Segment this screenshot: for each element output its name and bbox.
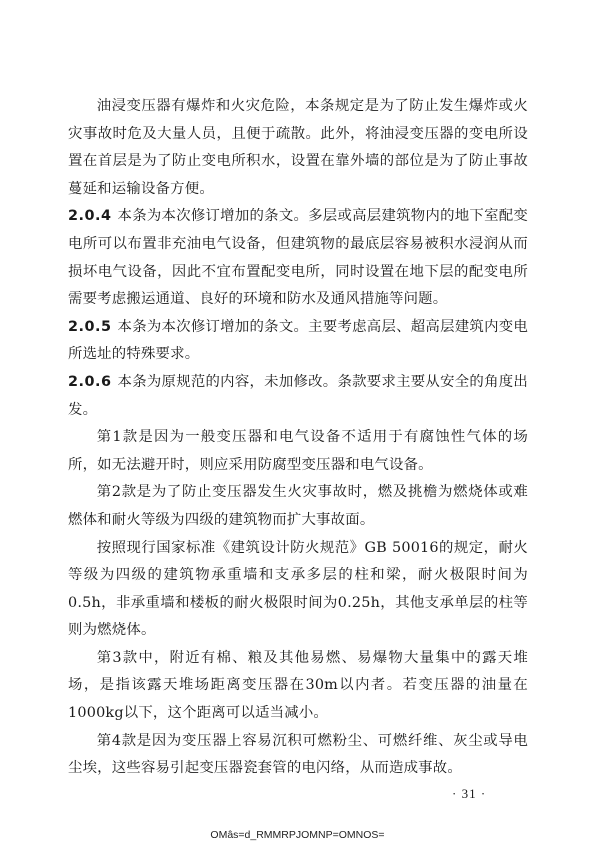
clause-number: 2.0.6 [68,373,112,390]
paragraph-text: 第2款是为了防止变压器发生火灾事故时，燃及挑檐为燃烧体或难燃体和耐火等级为四级的建筑物而扩大事故面。 [68,484,528,528]
paragraph [68,93,528,203]
paragraph [68,479,528,534]
paragraph-text: 第3款中，附近有棉、粮及其他易燃、易爆物大量集中的露天堆场，是指该露天堆场距离变压器在30m以内者。若变压器的油量在1000kg以下，这个距离可以适当减小。 [68,649,528,722]
paragraph-text: 第1款是因为一般变压器和电气设备不适用于有腐蚀性气体的场所，如无法避开时，则应采用防腐型变压器和电气设备。 [68,429,528,473]
paragraph-text: 本条为本次修订增加的条文。主要考虑高层、超高层建筑内变电所选址的特殊要求。 [68,318,528,363]
clause-number: 2.0.4 [68,208,112,225]
footer-code: OMâs=d_RMMRPJOMNP=OMNOS= [210,829,385,841]
paragraph-text: 本条为本次修订增加的条文。多层或高层建筑物内的地下室配变电所可以布置非充油电气设备，但建筑物的最底层容易被积水浸润从而损坏电气设备，因此不宜布置配变电所，同时设置在地下层的配变电所需要考虑搬运通道、良好的环境和防水及通风措施等问题。 [68,208,528,308]
clause-paragraph [68,369,528,424]
paragraph [68,645,528,728]
clause-paragraph [68,314,528,369]
clause-number: 2.0.5 [68,318,112,335]
body-text [68,93,528,783]
paragraph-text: 油浸变压器有爆炸和火灾危险，本条规定是为了防止发生爆炸或火灾事故时危及大量人员，且便于疏散。此外，将油浸变压器的变电所设置在首层是为了防止变电所积水，设置在靠外墙的部位是为了防止事故蔓延和运输设备方便。 [68,98,528,197]
paragraph-text: 按照现行国家标准《建筑设计防火规范》GB 50016的规定，耐火等级为四级的建筑物承重墙和支承多层的柱和梁，耐火极限时间为0.5h，非承重墙和楼板的耐火极限时间为0.25h，其他支承单层的柱等则为燃烧体。 [68,539,528,639]
paragraph-text: 本条为原规范的内容，未加修改。条款要求主要从安全的角度出发。 [68,373,528,418]
paragraph [68,728,528,783]
paragraph-text: 第4款是因为变压器上容易沉积可燃粉尘、可燃纤维、灰尘或导电尘埃，这些容易引起变压器瓷套管的电闪络，从而造成事故。 [68,732,528,777]
paragraph [68,535,528,645]
clause-paragraph [68,203,528,313]
paragraph [68,424,528,479]
page-number: · 31 · [452,786,487,801]
